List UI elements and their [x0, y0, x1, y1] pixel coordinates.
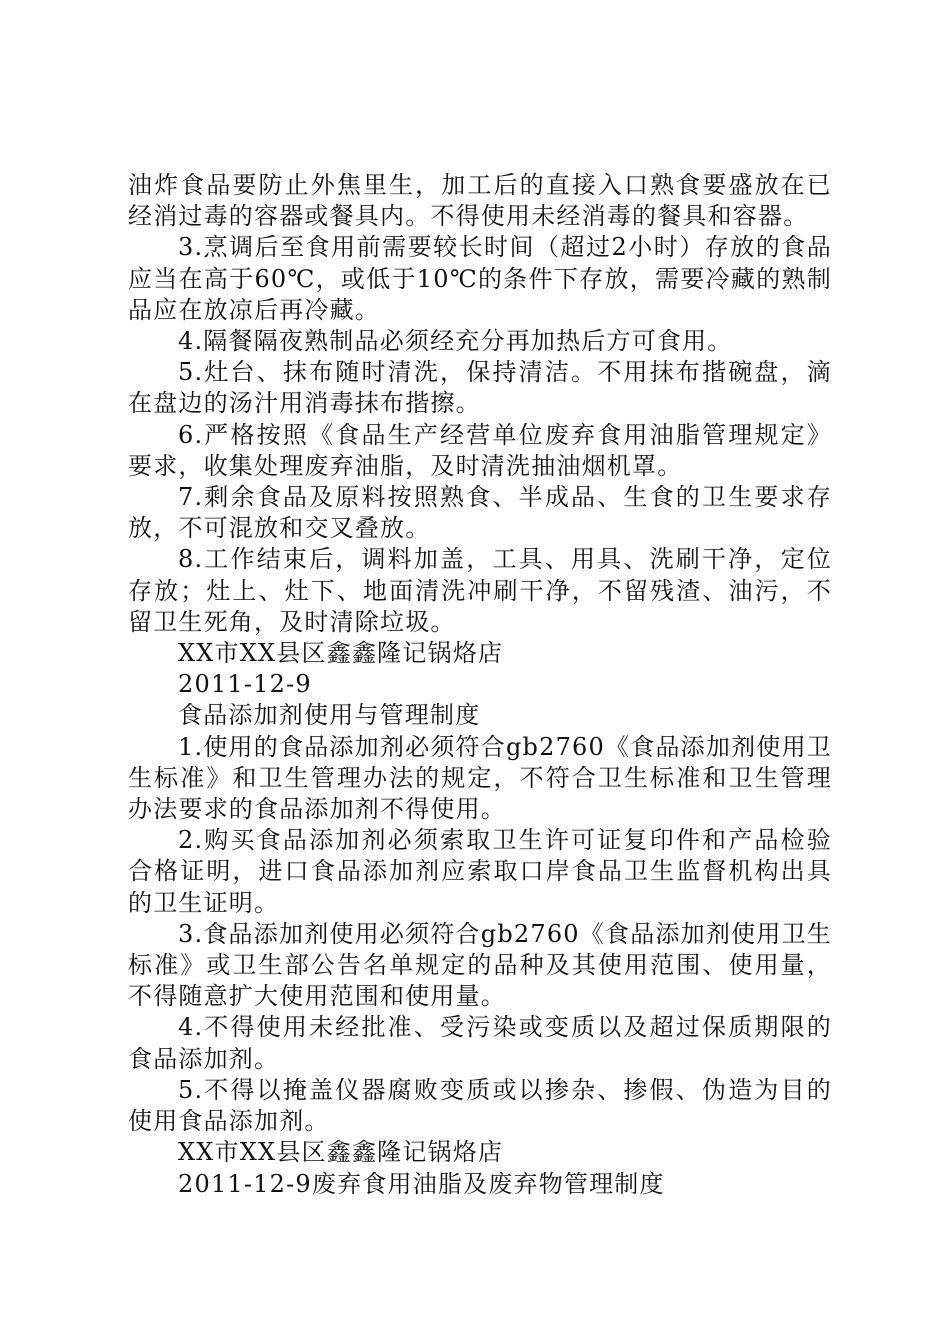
signature-store-name-2: XX市XX县区鑫鑫隆记锅烙店	[178, 1138, 504, 1167]
section-title-additives: 食品添加剂使用与管理制度	[178, 701, 481, 730]
signature-date: 2011-12-9	[178, 670, 312, 699]
signature-date-and-next-title: 2011-12-9废弃食用油脂及废弃物管理制度	[178, 1169, 665, 1198]
paragraph-additive-rule-2: 2.购买食品添加剂必须索取卫生许可证复印件和产品检验合格证明，进口食品添加剂应索取口岸食品卫生监督机构出具的卫生证明。	[128, 826, 832, 917]
paragraph-rule-4: 4.隔餐隔夜熟制品必须经充分再加热后方可食用。	[178, 327, 733, 356]
paragraph-rule-8: 8.工作结束后，调料加盖，工具、用具、洗刷干净，定位存放；灶上、灶下、地面清洗冲刷干净，不留残渣、油污，不留卫生死角，及时清除垃圾。	[128, 545, 832, 636]
paragraph-additive-rule-5: 5.不得以掩盖仪器腐败变质或以掺杂、掺假、伪造为目的使用食品添加剂。	[128, 1075, 832, 1136]
document-body	[128, 170, 832, 1200]
paragraph-additive-rule-3: 3.食品添加剂使用必须符合gb2760《食品添加剂使用卫生标准》或卫生部公告名单规定的品种及其使用范围、使用量，不得随意扩大使用范围和使用量。	[128, 919, 832, 1011]
paragraph-continuation: 油炸食品要防止外焦里生，加工后的直接入口熟食要盛放在已经消过毒的容器或餐具内。不得使用未经消毒的餐具和容器。	[128, 171, 832, 231]
paragraph-additive-rule-4: 4.不得使用未经批准、受污染或变质以及超过保质期限的食品添加剂。	[128, 1013, 832, 1073]
paragraph-rule-3: 3.烹调后至食用前需要较长时间（超过2小时）存放的食品应当在高于60℃，或低于10℃的条件下存放，需要冷藏的熟制品应在放凉后再冷藏。	[128, 233, 832, 324]
paragraph-additive-rule-1: 1.使用的食品添加剂必须符合gb2760《食品添加剂使用卫生标准》和卫生管理办法的规定，不符合卫生标准和卫生管理办法要求的食品添加剂不得使用。	[128, 732, 832, 824]
paragraph-rule-7: 7.剩余食品及原料按照熟食、半成品、生食的卫生要求存放，不可混放和交叉叠放。	[128, 483, 832, 543]
signature-store-name: XX市XX县区鑫鑫隆记锅烙店	[178, 639, 504, 668]
paragraph-rule-5: 5.灶台、抹布随时清洗，保持清洁。不用抹布揩碗盘，滴在盘边的汤汁用消毒抹布揩擦。	[128, 358, 832, 418]
paragraph-rule-6: 6.严格按照《食品生产经营单位废弃食用油脂管理规定》要求，收集处理废弃油脂，及时清洗抽油烟机罩。	[128, 420, 832, 480]
